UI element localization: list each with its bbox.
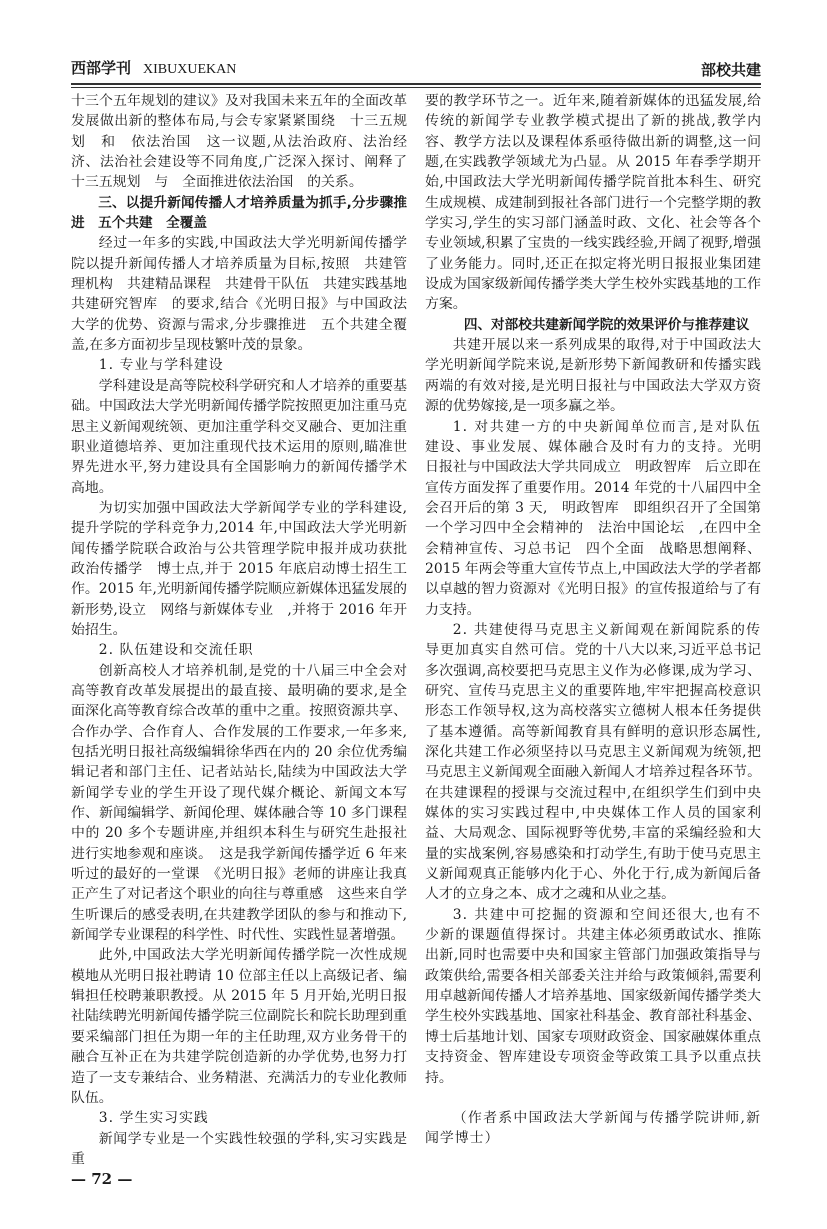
paragraph: 为切实加强中国政法大学新闻学专业的学科建设,提升学院的学科竞争力,2014 年,中国政法大学光明新闻传播学院联合政治与公共管理学院申报并成功获批 政治传播学 博士点,并于 2015 年底启动博士招生工作。2015 年,光明新闻传播学院顺应新媒体迅猛发展的新形势,设立 网络与新媒体专业 ,并将于 2016 年开始招生。: [71, 499, 421, 638]
paragraph: 共建开展以来一系列成果的取得,对于中国政法大学光明新闻学院来说,是新形势下新闻教研和传播实践两端的有效对接,是光明日报社与中国政法大学双方资源的优势嫁接,是一项多赢之举。: [425, 337, 761, 415]
subheading-3: 3. 学生实习实践: [98, 1110, 209, 1127]
paragraph-body: 光明日报社与中国政法大学共同成立 明政智库 后立即在宣传方面发挥了重要作用。2014 年党的十八届四中全会召开后的第 3 天, 明政智库 即组织召开了全国第一个学习四中全会精神的 法治中国论坛 ,在四中全会精神宣传、习总书记 四个全面 战略思想阐释、2015 年两会等重大宣传节点上,中国政法大学的学者都以卓越的智力资源对《光明日报》的宣传报道给与了有力支持。: [425, 438, 761, 618]
section-heading-4: 四、对部校共建新闻学院的效果评价与推荐建议: [463, 316, 750, 333]
paragraph: 新闻学专业是一个实践性较强的学科,实习实践是重: [71, 1130, 407, 1167]
subheading-2: 2. 队伍建设和交流任职: [98, 642, 254, 659]
paragraph: 要的教学环节之一。近年来,随着新媒体的迅猛发展,给传统的新闻学专业教学模式提出了新的挑战,教学内容、教学方法以及课程体系亟待做出新的调整,这一问题,在实践教学领域尤为凸显。从 2015 年春季学期开始,中国政法大学光明新闻传播学院首批本科生、研究生成规模、成建制到报社各部门进行一个完整学期的教学实习,学生的实习部门涵盖时政、文化、社会等各个专业领域,积累了宝贵的一线实践经验,开阔了视野,增强了业务能力。同时,还正在拟定将光明日报报业集团建设成为国家级新闻传播学类大学生校外实践基地的工作方案。: [425, 93, 761, 313]
right-column: [425, 91, 761, 1149]
author-note: （作者系中国政法大学新闻与传播学院讲师,新闻学博士）: [425, 1109, 761, 1147]
paragraph: 学科建设是高等院校科学研究和人才培养的重要基础。中国政法大学光明新闻传播学院按照更加注重马克思主义新闻观统领、更加注重学科交叉融合、更加注重职业道德培养、更加注重现代技术运用的原则,瞄准世界先进水平,努力建设具有全国影响力的新闻传播学术高地。: [71, 377, 407, 496]
paragraph: 十三个五年规划的建议》及对我国未来五年的全面改革发展做出新的整体布局,与会专家紧紧围绕 十三五规划 和 依法治国 这一议题,从法治政府、法治经济、法治社会建设等不同角度,广泛深入探讨、阐释了 十三五规划 与 全面推进依法治国 的关系。: [71, 93, 421, 191]
paragraph-lead: 2. 共建使得马克思主义新闻观在新闻院系的传导更加真实自然可信。: [425, 621, 761, 659]
paragraph-lead: 3. 共建中可挖掘的资源和空间还很大,也有不少新的课题值得探讨。: [425, 906, 761, 944]
journal-title: [71, 58, 236, 80]
paragraph-body: 共建主体必须勇敢试水、推陈出新,同时也需要中央和国家主管部门加强政策指导与政策供给,需要各相关部委关注并给与政策倾斜,需要利用卓越新闻传播人才培养基地、国家级新闻传播学类大学生校外实践基地、国家社科基金、教育部社科基金、博士后基地计划、国家专项财政资金、国家融媒体重点支持资金、智库建设专项资金等政策工具予以重点扶持。: [425, 927, 761, 1086]
paragraph-lead: 1. 对共建一方的中央新闻单位而言,是对队伍建设、事业发展、媒体融合及时有力的支持。: [425, 418, 761, 455]
journal-title-en: XIBUXUEKAN: [143, 62, 237, 77]
section-heading-3: 三、以提升新闻传播人才培养质量为抓手,分步骤推进 五个共建 全覆盖: [71, 194, 407, 232]
paragraph: [425, 620, 761, 905]
body-columns: [71, 91, 761, 1189]
paragraph: [425, 417, 761, 620]
paragraph: 创新高校人才培养机制,是党的十八届三中全会对高等教育改革发展提出的最直接、最明确的要求,是全面深化高等教育综合改革的重中之重。按照资源共享、合作办学、合作育人、合作发展的工作要求,一年多来,包括光明日报社高级编辑徐华西在内的 20 余位优秀编辑记者和部门主任、记者站站长,陆续为中国政法大学新闻学专业的学生开设了现代媒介概论、新闻文本写作、新闻编辑学、新闻伦理、媒体融合等 10 多门课程中的 20 多个专题讲座,并组织本科生与研究生赴报社进行实地参观和座谈。 这是我学新闻传播学近 6 年来听过的最好的一堂课 《光明日报》老师的讲座让我真正产生了对记者这个职业的向往与尊重感 这些来自学生听课后的感受表明,在共建教学团队的参与和推动下,新闻学专业课程的科学性、时代性、实践性显著增强。: [71, 662, 407, 944]
paragraph: [425, 905, 761, 1088]
journal-title-cn: 西部学刊: [71, 59, 132, 77]
paragraph: 经过一年多的实践,中国政法大学光明新闻传播学院以提升新闻传播人才培养质量为目标,按照 共建管理机构 共建精品课程 共建骨干队伍 共建实践基地 共建研究智库 的要求,结合《光明日报》与中国政法大学的优势、资源与需求,分步骤推进 五个共建全覆盖,在多方面初步呈现枝繁叶茂的景象。: [71, 235, 421, 354]
section-title: 部校共建: [700, 61, 761, 79]
page-number: — 72 —: [71, 1170, 133, 1189]
left-column: [71, 91, 421, 1189]
paragraph-body: 党的十八大以来,习近平总书记多次强调,高校要把马克思主义作为必修课,成为学习、研究、宣传马克思主义的重要阵地,牢牢把握高校意识形态工作领导权,这为高校落实立德树人根本任务提供了基本遵循。高等新闻教育具有鲜明的意识形态属性,深化共建工作必须坚持以马克思主义新闻观为统领,把马克思主义新闻观全面融入新闻人才培养过程各环节。在共建课程的授课与交流过程中,在组织学生们到中央媒体的实习实践过程中,中央媒体工作人员的国家利益、大局观念、国际视野等优势,丰富的采编经验和大量的实战案例,容易感染和打动学生,有助于使马克思主义新闻观真正能够内化于心、外化于行,成为新闻后备人才的立身之本、成才之魂和从业之基。: [425, 642, 761, 903]
running-header: [71, 58, 761, 80]
paragraph: 此外,中国政法大学光明新闻传播学院一次性成规模地从光明日报社聘请 10 位部主任以上高级记者、编辑担任校聘兼职教授。从 2015 年 5 月开始,光明日报社陆续聘光明新闻传播学院三位副院长和院长助理到重要采编部门担任为期一年的主任助理,双方业务骨干的融合互补正在为共建学院创造新的办学优势,也努力打造了一支专兼结合、业务精湛、充满活力的专业化教师队伍。: [71, 947, 407, 1106]
subheading-1: 1. 专业与学科建设: [98, 357, 224, 374]
header-divider: [71, 83, 761, 88]
